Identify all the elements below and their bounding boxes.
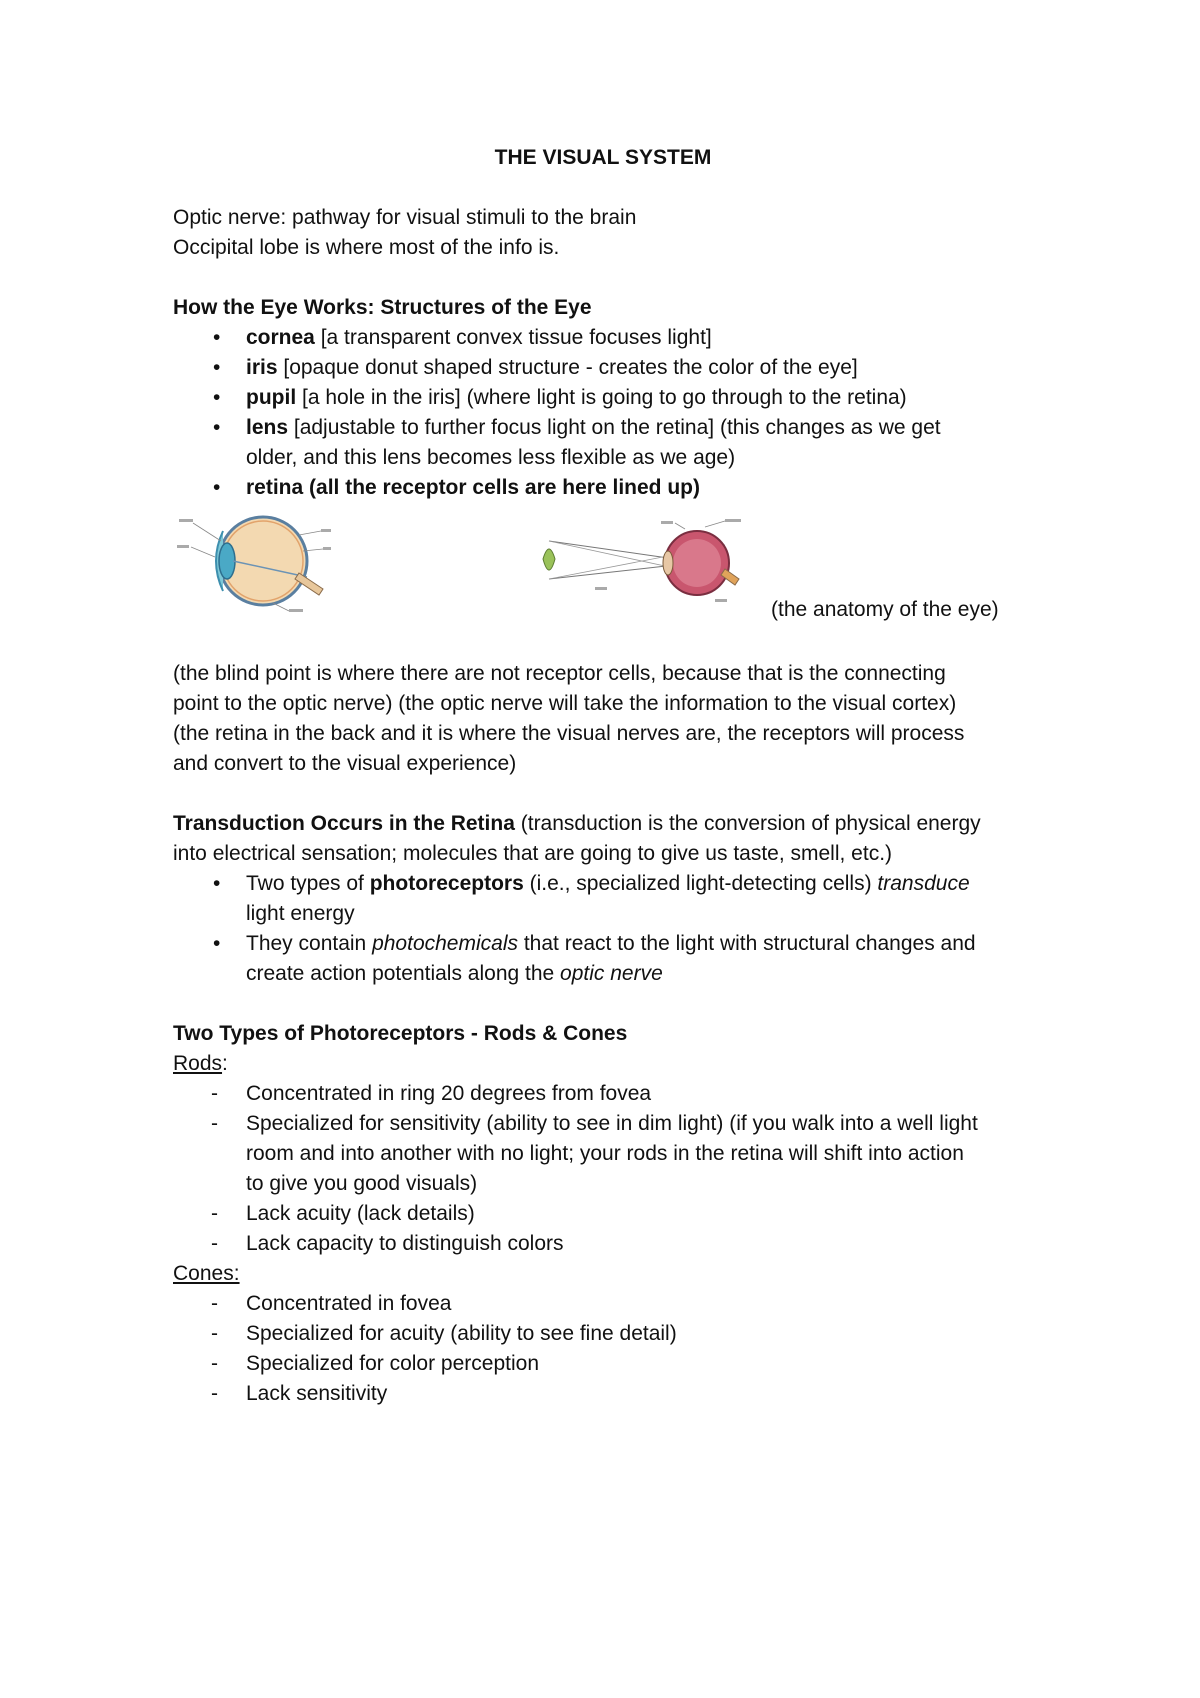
list-item: • retina (all the receptor cells are here lined up) — [173, 473, 1053, 503]
cones-label: Cones: — [173, 1262, 240, 1285]
blind-point-line-1: (the blind point is where there are not receptor cells, because that is the connecting — [173, 662, 946, 685]
list-item: - Lack sensitivity — [173, 1379, 1053, 1409]
photoreceptors-heading: Two Types of Photoreceptors - Rods & Cones — [173, 1022, 628, 1045]
eye-cross-section-diagram — [173, 507, 333, 615]
list-item: • They contain photochemicals that react to the light with structural changes and create action potentials along the optic nerve — [173, 929, 1053, 989]
rods-list — [173, 1079, 1053, 1259]
list-item: • cornea [a transparent convex tissue focuses light] — [173, 323, 1053, 353]
list-item: • pupil [a hole in the iris] (where light is going to go through to the retina) — [173, 383, 1053, 413]
eye-light-path-diagram — [535, 519, 745, 619]
list-item: - Concentrated in fovea — [173, 1289, 1053, 1319]
list-item: - Lack capacity to distinguish colors — [173, 1229, 1053, 1259]
list-item: • lens [adjustable to further focus light on the retina] (this changes as we get older, and this lens becomes less flexible as we age) — [173, 413, 1053, 473]
transduction-desc: into electrical sensation; molecules that are going to give us taste, smell, etc.) — [173, 842, 893, 865]
list-item: - Lack acuity (lack details) — [173, 1199, 1053, 1229]
list-item: - Concentrated in ring 20 degrees from fovea — [173, 1079, 1053, 1109]
rods-label: Rods: — [173, 1052, 228, 1075]
figure-caption: (the anatomy of the eye) — [771, 598, 999, 621]
document-body — [173, 143, 1053, 1409]
intro-line-1: Optic nerve: pathway for visual stimuli to the brain — [173, 206, 637, 229]
eye-figures — [173, 507, 1053, 629]
list-item: - Specialized for sensitivity (ability to see in dim light) (if you walk into a well light room and into another with no light; your rods in the retina will shift into action to give you good visuals) — [173, 1109, 1053, 1199]
blind-point-line-2: point to the optic nerve) (the optic nerve will take the information to the visual cortex) — [173, 692, 957, 715]
cones-list — [173, 1289, 1053, 1409]
list-item: • iris [opaque donut shaped structure - creates the color of the eye] — [173, 353, 1053, 383]
list-item: • Two types of photoreceptors (i.e., specialized light-detecting cells) transduce light energy — [173, 869, 1053, 929]
transduction-heading: Transduction Occurs in the Retina (transduction is the conversion of physical energy — [173, 812, 981, 835]
page-title: THE VISUAL SYSTEM — [494, 146, 712, 169]
list-item: - Specialized for acuity (ability to see fine detail) — [173, 1319, 1053, 1349]
intro-line-2: Occipital lobe is where most of the info is. — [173, 236, 560, 259]
structures-heading: How the Eye Works: Structures of the Eye — [173, 296, 592, 319]
blind-point-line-4: and convert to the visual experience) — [173, 752, 517, 775]
transduction-list — [173, 869, 1053, 989]
list-item: - Specialized for color perception — [173, 1349, 1053, 1379]
blind-point-line-3: (the retina in the back and it is where the visual nerves are, the receptors will process — [173, 722, 965, 745]
structures-list — [173, 323, 1053, 503]
